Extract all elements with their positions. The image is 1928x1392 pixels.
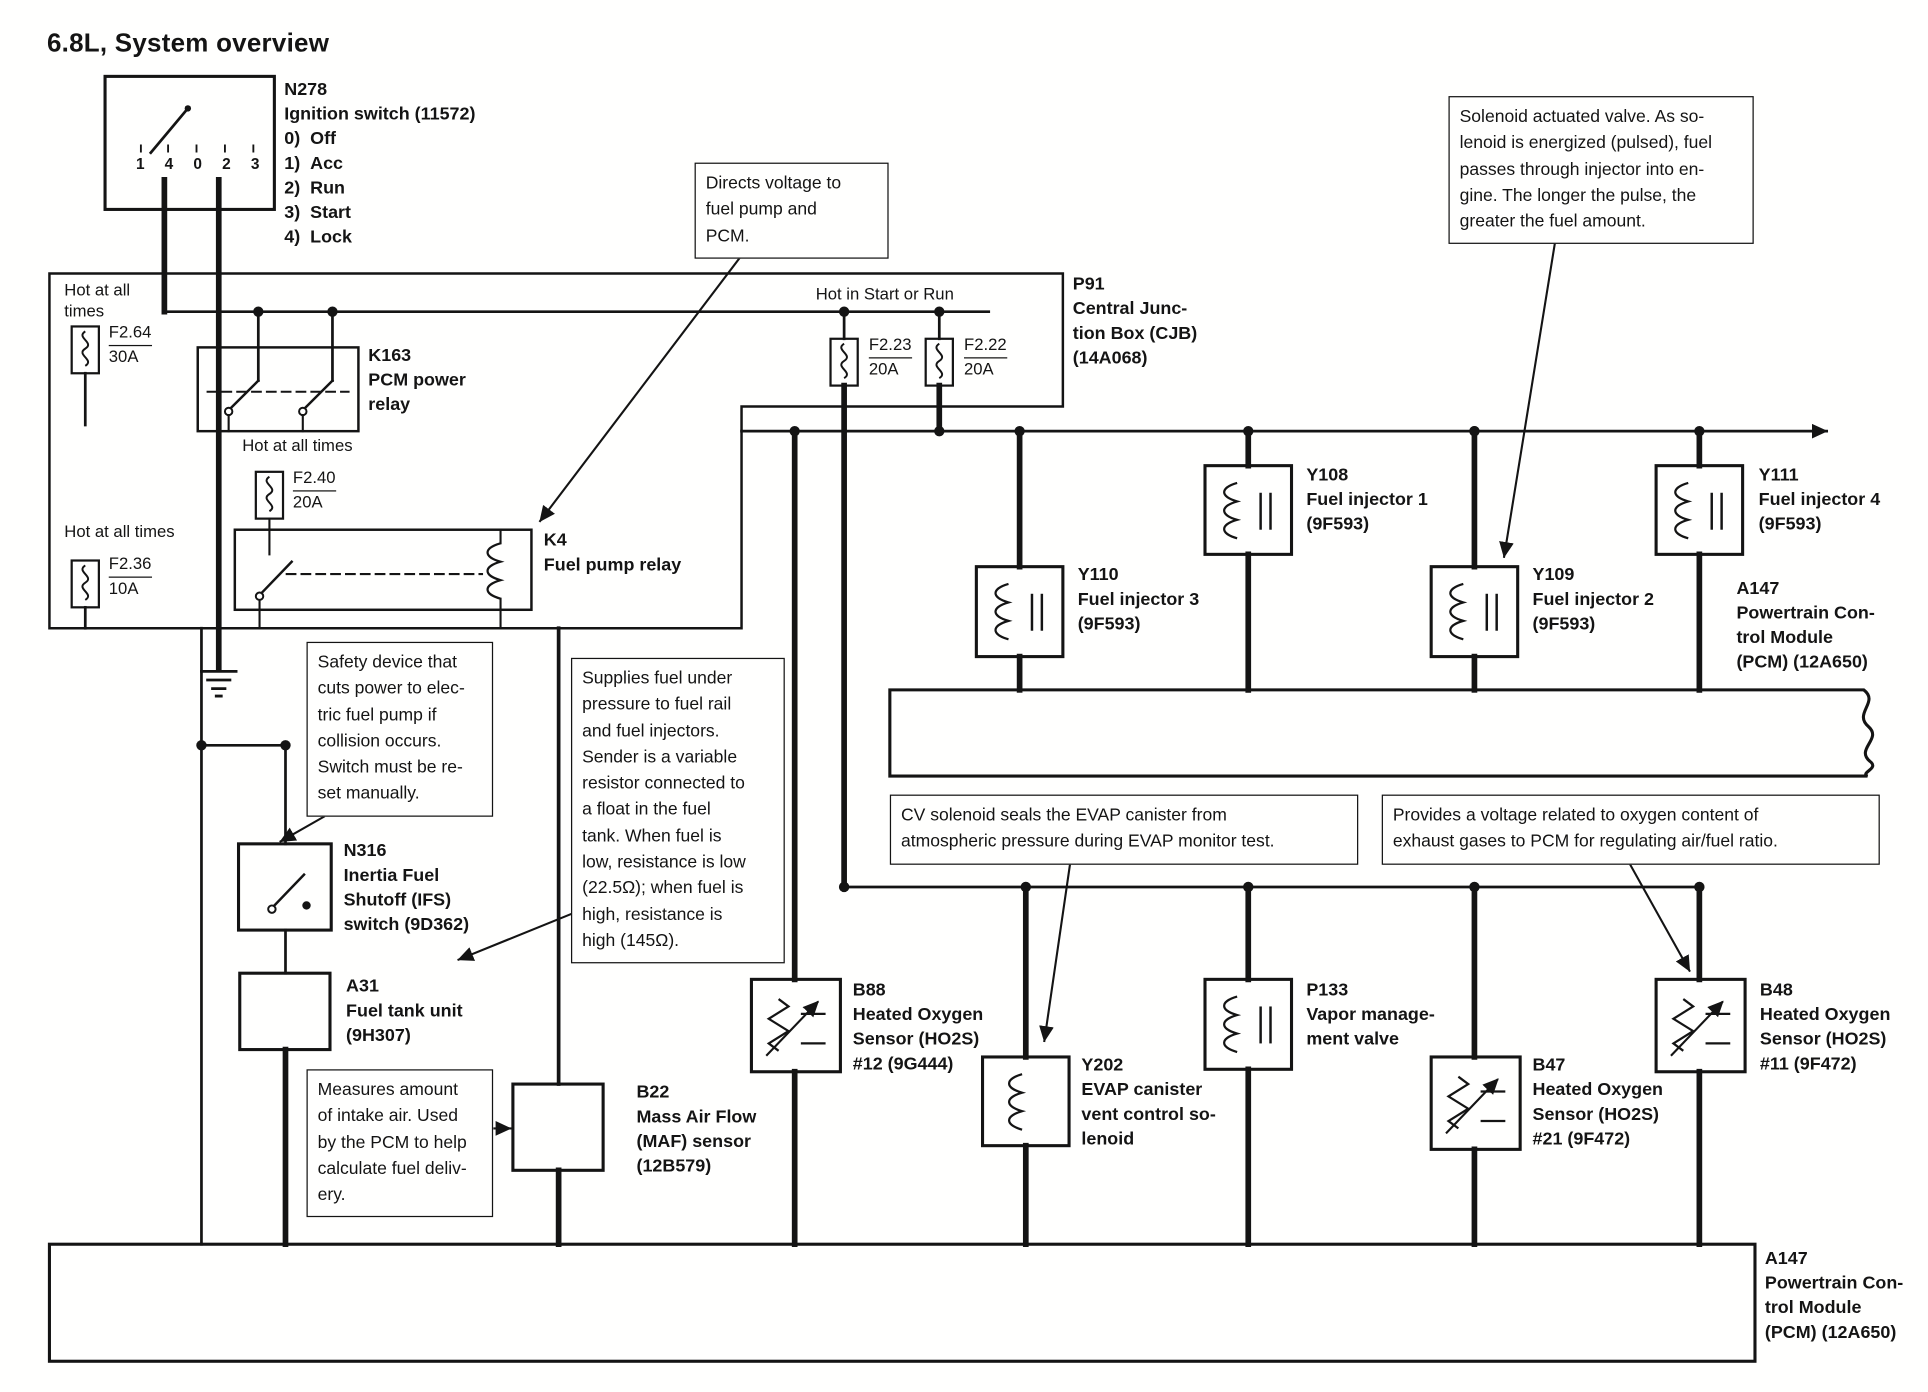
label-a147-pcm-bottom: A147 Powertrain Con- trol Module (PCM) (12A650) bbox=[1764, 1249, 1904, 1343]
note-provides-voltage: Provides a voltage related to oxygen content of exhaust gases to PCM for regulating air/fuel ratio. bbox=[1382, 795, 1880, 865]
k4-lever-icon bbox=[262, 562, 292, 593]
y111-injector4-box bbox=[1656, 466, 1743, 555]
ho2s-11-icon bbox=[1671, 999, 1730, 1056]
fuse-label-f264 bbox=[109, 322, 152, 369]
p133-vapor-valve-box bbox=[1205, 979, 1292, 1069]
arrow-supplies-to-tank bbox=[459, 914, 571, 960]
fuse-rating: 10A bbox=[108, 579, 139, 598]
label-b88-ho2s-12: B88 Heated Oxygen Sensor (HO2S) #12 (9G444) bbox=[852, 980, 984, 1075]
y109-injector2-box bbox=[1431, 567, 1518, 657]
ground-icon bbox=[201, 671, 236, 696]
y108-injector1-box bbox=[1205, 466, 1292, 555]
fuse-name: F2.22 bbox=[964, 334, 1007, 359]
fuse-label-f222 bbox=[964, 334, 1007, 381]
label-b48-ho2s-11: B48 Heated Oxygen Sensor (HO2S) #11 (9F472) bbox=[1759, 980, 1891, 1075]
ignition-pivot-icon bbox=[185, 105, 191, 111]
injector3-coil-icon bbox=[996, 584, 1042, 639]
label-a31-fuel-tank-unit: A31 Fuel tank unit (9H307) bbox=[346, 976, 463, 1046]
vapor-valve-coil-icon bbox=[1224, 997, 1270, 1052]
ignition-dial-numbers bbox=[136, 155, 260, 172]
fuse-label-f236 bbox=[109, 553, 152, 600]
k163-relay-box bbox=[198, 347, 359, 431]
fuse-label-f240 bbox=[293, 467, 336, 514]
pcm-mid-box bbox=[890, 690, 1873, 776]
k163-lever1-icon bbox=[231, 381, 258, 408]
arrow-directs-to-k4 bbox=[540, 259, 739, 521]
label-p133-vapor-valve: P133 Vapor manage- ment valve bbox=[1306, 980, 1435, 1050]
label-p91-cjb: P91 Central Junc- tion Box (CJB) (14A068) bbox=[1072, 274, 1198, 369]
label-n278-ignition-switch: N278 Ignition switch (11572) 0) Off 1) Acc 2) Run 3) Start 4) Lock bbox=[284, 80, 476, 248]
label-b22-maf-sensor: B22 Mass Air Flow (MAF) sensor (12B579) bbox=[636, 1082, 757, 1177]
fuse-name: F2.36 bbox=[109, 553, 152, 578]
y202-evap-solenoid-box bbox=[983, 1057, 1070, 1146]
label-y202-evap-solenoid: Y202 EVAP canister vent control so- lenoid bbox=[1081, 1055, 1216, 1150]
dial-1: 1 bbox=[135, 155, 145, 173]
n316-ifs-switch-box bbox=[239, 844, 332, 930]
injector4-coil-icon bbox=[1675, 483, 1721, 538]
label-b47-ho2s-21: B47 Heated Oxygen Sensor (HO2S) #21 (9F472) bbox=[1532, 1055, 1664, 1150]
fuse-name: F2.64 bbox=[109, 322, 152, 347]
k4-coil-icon bbox=[488, 543, 501, 598]
label-y110-injector3: Y110 Fuel injector 3 (9F593) bbox=[1077, 565, 1200, 635]
fuse-f240-icon bbox=[256, 472, 283, 519]
arrow-cv-to-y202 bbox=[1044, 862, 1070, 1041]
evap-solenoid-coil-icon bbox=[1009, 1074, 1022, 1129]
injector1-coil-icon bbox=[1224, 483, 1270, 538]
fuse-rating: 20A bbox=[868, 359, 899, 379]
arrow-safety-to-ifs bbox=[281, 817, 324, 842]
label-y111-injector4: Y111 Fuel injector 4 (9F593) bbox=[1758, 465, 1881, 535]
note-solenoid-actuated-valve: Solenoid actuated valve. As so- lenoid is energized (pulsed), fuel passes through injector into en- gine. The longer the pulse, the greater the fuel amount. bbox=[1448, 96, 1753, 244]
fuse-f236-icon bbox=[72, 561, 99, 608]
note-directs-voltage: Directs voltage to fuel pump and PCM. bbox=[695, 163, 889, 259]
dial-2: 2 bbox=[222, 155, 231, 173]
dial-4: 4 bbox=[164, 155, 174, 173]
label-hot-at-all-times-2: Hot at all times bbox=[242, 436, 353, 455]
note-supplies-fuel: Supplies fuel under pressure to fuel rail and fuel injectors. Sender is a variable resistor connected to a float in the fuel tank. When fuel is low, resistance is low (22.5Ω); when fuel is high, resistance is high (145Ω). bbox=[571, 658, 785, 964]
fuse-symbols bbox=[72, 326, 953, 607]
label-k4-fuel-pump-relay: K4 Fuel pump relay bbox=[543, 530, 682, 576]
b22-maf-sensor-box bbox=[513, 1084, 603, 1170]
fuse-rating: 20A bbox=[292, 493, 323, 512]
fuse-label-f223 bbox=[869, 334, 912, 381]
dial-0: 0 bbox=[193, 155, 203, 173]
n316-lever-icon bbox=[274, 875, 304, 906]
fuse-f222-icon bbox=[926, 339, 953, 386]
label-y109-injector2: Y109 Fuel injector 2 (9F593) bbox=[1532, 565, 1655, 635]
note-measures-intake-air: Measures amount of intake air. Used by the PCM to help calculate fuel deliv- ery. bbox=[307, 1069, 494, 1217]
label-y108-injector1: Y108 Fuel injector 1 (9F593) bbox=[1306, 465, 1428, 535]
label-hot-in-start-or-run: Hot in Start or Run bbox=[815, 284, 954, 304]
pcm-bottom-box bbox=[49, 1244, 1755, 1361]
fuse-rating: 20A bbox=[964, 359, 994, 379]
page-title: 6.8L, System overview bbox=[46, 29, 330, 58]
fuse-name: F2.40 bbox=[293, 467, 336, 492]
note-safety-device: Safety device that cuts power to elec- tric fuel pump if collision occurs. Switch must be re- set manually. bbox=[307, 642, 494, 817]
y110-injector3-box bbox=[976, 567, 1063, 657]
fuse-f264-icon bbox=[72, 326, 99, 373]
fuse-f223-icon bbox=[831, 339, 858, 386]
label-hot-at-all-times-1: Hot at all times bbox=[64, 280, 131, 321]
note-cv-solenoid: CV solenoid seals the EVAP canister from atmospheric pressure during EVAP monitor test. bbox=[890, 795, 1358, 865]
fuse-rating: 30A bbox=[108, 347, 139, 367]
dial-3: 3 bbox=[250, 155, 260, 173]
fuse-name: F2.23 bbox=[869, 334, 912, 359]
arrow-provides-to-b48 bbox=[1629, 862, 1690, 970]
ignition-switch-box bbox=[105, 76, 274, 209]
label-hot-at-all-times-3: Hot at all times bbox=[64, 522, 175, 541]
ho2s-12-icon bbox=[766, 999, 825, 1056]
arrow-solenoid-to-injector bbox=[1504, 244, 1555, 557]
a31-fuel-tank-unit-box bbox=[240, 973, 330, 1049]
n316-contact-icon bbox=[302, 901, 310, 909]
ho2s-21-icon bbox=[1446, 1077, 1505, 1134]
ignition-lever-icon bbox=[151, 108, 188, 152]
label-n316-ifs-switch: N316 Inertia Fuel Shutoff (IFS) switch (9D362) bbox=[343, 841, 470, 936]
label-a147-pcm-mid: A147 Powertrain Con- trol Module (PCM) (12A650) bbox=[1736, 578, 1875, 673]
label-k163-relay: K163 PCM power relay bbox=[368, 346, 466, 416]
k163-lever2-icon bbox=[305, 381, 332, 408]
injector2-coil-icon bbox=[1450, 584, 1496, 639]
